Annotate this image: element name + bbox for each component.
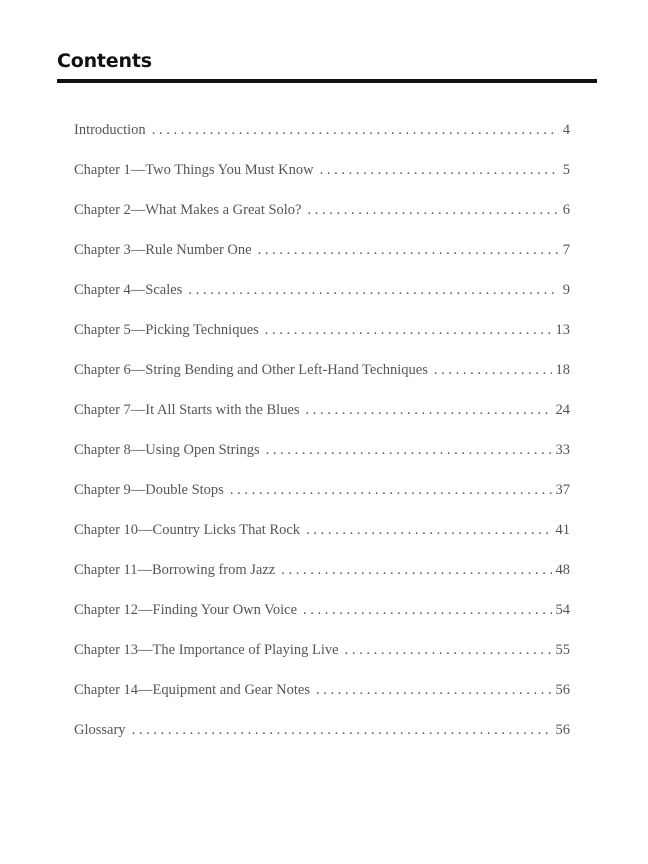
- toc-entry-title: Chapter 11—Borrowing from Jazz: [74, 562, 276, 578]
- toc-entry: [74, 280, 570, 320]
- toc-entry: [74, 320, 570, 360]
- toc-entry: [74, 120, 570, 160]
- dot-leader: [345, 640, 552, 660]
- dot-leader: [303, 600, 551, 620]
- dot-leader: [308, 200, 559, 220]
- dot-leader: [258, 240, 559, 260]
- dot-leader: [306, 400, 552, 420]
- toc-entry-title: Chapter 10—Country Licks That Rock: [74, 522, 301, 538]
- toc-entry: [74, 240, 570, 280]
- page-title: Contents: [57, 50, 152, 72]
- toc-entry-title: Chapter 1—Two Things You Must Know: [74, 162, 314, 178]
- title-rule: [57, 79, 597, 83]
- dot-leader: [188, 280, 558, 300]
- toc-entry-title: Chapter 3—Rule Number One: [74, 242, 252, 258]
- toc-entry: [74, 720, 570, 760]
- toc-entry-page: 13: [555, 322, 570, 338]
- toc-entry-page: 4: [562, 122, 570, 138]
- toc-entry-page: 9: [562, 282, 570, 298]
- toc-entry-page: 7: [562, 242, 570, 258]
- toc-entry: [74, 480, 570, 520]
- toc-entry: [74, 520, 570, 560]
- toc-entry: [74, 440, 570, 480]
- table-of-contents: [74, 120, 570, 760]
- toc-entry: [74, 200, 570, 240]
- dot-leader: [230, 480, 552, 500]
- toc-entry-page: 56: [555, 682, 570, 698]
- dot-leader: [266, 440, 552, 460]
- toc-entry-title: Chapter 5—Picking Techniques: [74, 322, 259, 338]
- toc-entry-page: 37: [555, 482, 570, 498]
- toc-entry-title: Introduction: [74, 122, 146, 138]
- dot-leader: [281, 560, 551, 580]
- toc-entry-title: Chapter 8—Using Open Strings: [74, 442, 260, 458]
- toc-entry-title: Glossary: [74, 722, 126, 738]
- toc-entry-page: 41: [555, 522, 570, 538]
- toc-entry-page: 18: [555, 362, 570, 378]
- toc-entry-title: Chapter 14—Equipment and Gear Notes: [74, 682, 310, 698]
- dot-leader: [152, 120, 559, 140]
- toc-entry: [74, 560, 570, 600]
- toc-entry: [74, 680, 570, 720]
- toc-entry: [74, 640, 570, 680]
- toc-entry: [74, 400, 570, 440]
- dot-leader: [320, 160, 559, 180]
- toc-entry-title: Chapter 13—The Importance of Playing Live: [74, 642, 339, 658]
- dot-leader: [265, 320, 552, 340]
- dot-leader: [316, 680, 552, 700]
- toc-entry-page: 55: [555, 642, 570, 658]
- toc-entry-page: 56: [555, 722, 570, 738]
- toc-entry: [74, 360, 570, 400]
- dot-leader: [306, 520, 551, 540]
- toc-entry-page: 5: [562, 162, 570, 178]
- toc-entry-title: Chapter 7—It All Starts with the Blues: [74, 402, 300, 418]
- toc-entry-page: 48: [555, 562, 570, 578]
- toc-entry-title: Chapter 6—String Bending and Other Left-Hand Techniques: [74, 362, 428, 378]
- toc-entry-title: Chapter 12—Finding Your Own Voice: [74, 602, 298, 618]
- dot-leader: [434, 360, 552, 380]
- toc-entry: [74, 600, 570, 640]
- toc-entry: [74, 160, 570, 200]
- toc-entry-title: Chapter 9—Double Stops: [74, 482, 224, 498]
- dot-leader: [132, 720, 552, 740]
- toc-entry-page: 54: [555, 602, 570, 618]
- toc-entry-title: Chapter 4—Scales: [74, 282, 183, 298]
- toc-entry-page: 24: [555, 402, 570, 418]
- toc-entry-title: Chapter 2—What Makes a Great Solo?: [74, 202, 302, 218]
- toc-entry-page: 6: [562, 202, 570, 218]
- toc-entry-page: 33: [555, 442, 570, 458]
